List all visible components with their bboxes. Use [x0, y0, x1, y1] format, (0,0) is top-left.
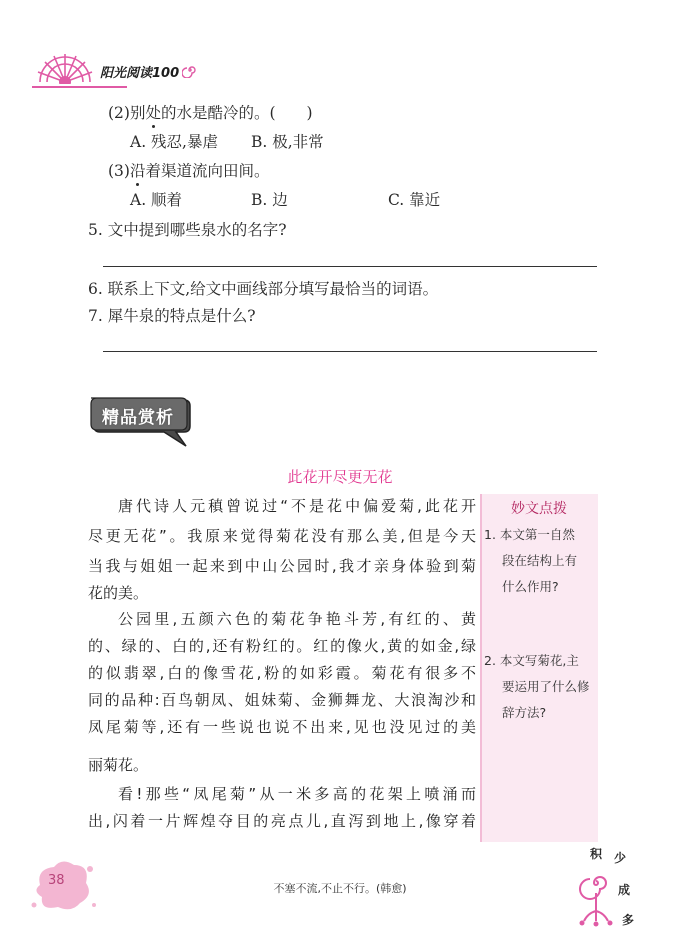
article-title: 此花开尽更无花: [287, 468, 393, 486]
sunburst-logo-icon: [32, 50, 98, 84]
article-line: 的似翡翠,白的像雪花,粉的如彩霞。菊花有很多不: [88, 664, 476, 682]
article-line: 的、绿的、白的,还有粉红的。红的像火,黄的如金,绿: [88, 637, 476, 655]
dotted-char: 处: [145, 104, 161, 122]
question-5: 5. 文中提到哪些泉水的名字?: [88, 221, 287, 239]
series-title: 阳光阅读100: [100, 66, 180, 81]
corner-char-2: 少: [614, 851, 627, 865]
question-2-stem: (2)别处的水是酷冷的。( ): [108, 104, 313, 122]
swirl-icon: [182, 62, 198, 78]
footer-motto: 不塞不流,不止不行。(韩愈): [273, 882, 407, 895]
tip-2: 2. 本文写菊花,主 要运用了什么修 辞方法?: [484, 653, 590, 720]
question-2-option-a: A. 残忍,暴虐: [130, 133, 218, 151]
article-line: 唐代诗人元稹曾说过“不是花中偏爱菊,此花开: [118, 497, 476, 515]
question-6: 6. 联系上下文,给文中画线部分填写最恰当的词语。: [88, 280, 439, 298]
corner-char-4: 多: [622, 913, 635, 927]
article-line: 丽菊花。: [88, 756, 149, 774]
article-line: 出,闪着一片辉煌夺目的亮点儿,直泻到地上,像穿着: [88, 812, 476, 830]
article-line: 凤尾菊等,还有一些说也说不出来,见也没见过的美: [88, 718, 476, 736]
article-line: 尽更无花”。我原来觉得菊花没有那么美,但是今天: [88, 527, 476, 545]
tips-panel-border: [480, 494, 482, 842]
article-line: 当我与姐姐一起来到中山公园时,我才亲身体验到菊: [88, 557, 476, 575]
article-line: 看!那些“凤尾菊”从一米多高的花架上喷涌而: [118, 785, 476, 803]
corner-char-1: 积: [590, 847, 603, 861]
dotted-char: 沿: [129, 162, 146, 180]
corner-emblem: [574, 845, 644, 931]
article-line: 花的美。: [88, 584, 149, 602]
page-number: 38: [48, 873, 65, 888]
answer-line-7[interactable]: [103, 351, 597, 352]
tips-panel-title: 妙文点拨: [511, 501, 567, 517]
article-line: 同的品种:百鸟朝凤、姐妹菊、金狮舞龙、大浪淘沙和: [88, 691, 476, 709]
question-3-option-a: A. 顺着: [130, 191, 183, 209]
header-underline: [32, 86, 127, 88]
section-badge-label: 精品赏析: [102, 408, 174, 428]
tip-1: 1. 本文第一自然 段在结构上有 什么作用?: [484, 527, 578, 594]
question-7: 7. 犀牛泉的特点是什么?: [88, 307, 256, 325]
article-line: 公园里,五颜六色的菊花争艳斗芳,有红的、黄: [118, 610, 476, 628]
question-2-option-b: B. 极,非常: [251, 133, 324, 151]
question-3-option-b: B. 边: [251, 191, 288, 209]
answer-line-5[interactable]: [103, 266, 597, 267]
question-3-stem: (3)沿着渠道流向田间。: [108, 162, 270, 180]
swirl-tree-icon: [576, 865, 616, 927]
corner-char-3: 成: [618, 883, 631, 897]
question-3-option-c: C. 靠近: [388, 191, 441, 209]
